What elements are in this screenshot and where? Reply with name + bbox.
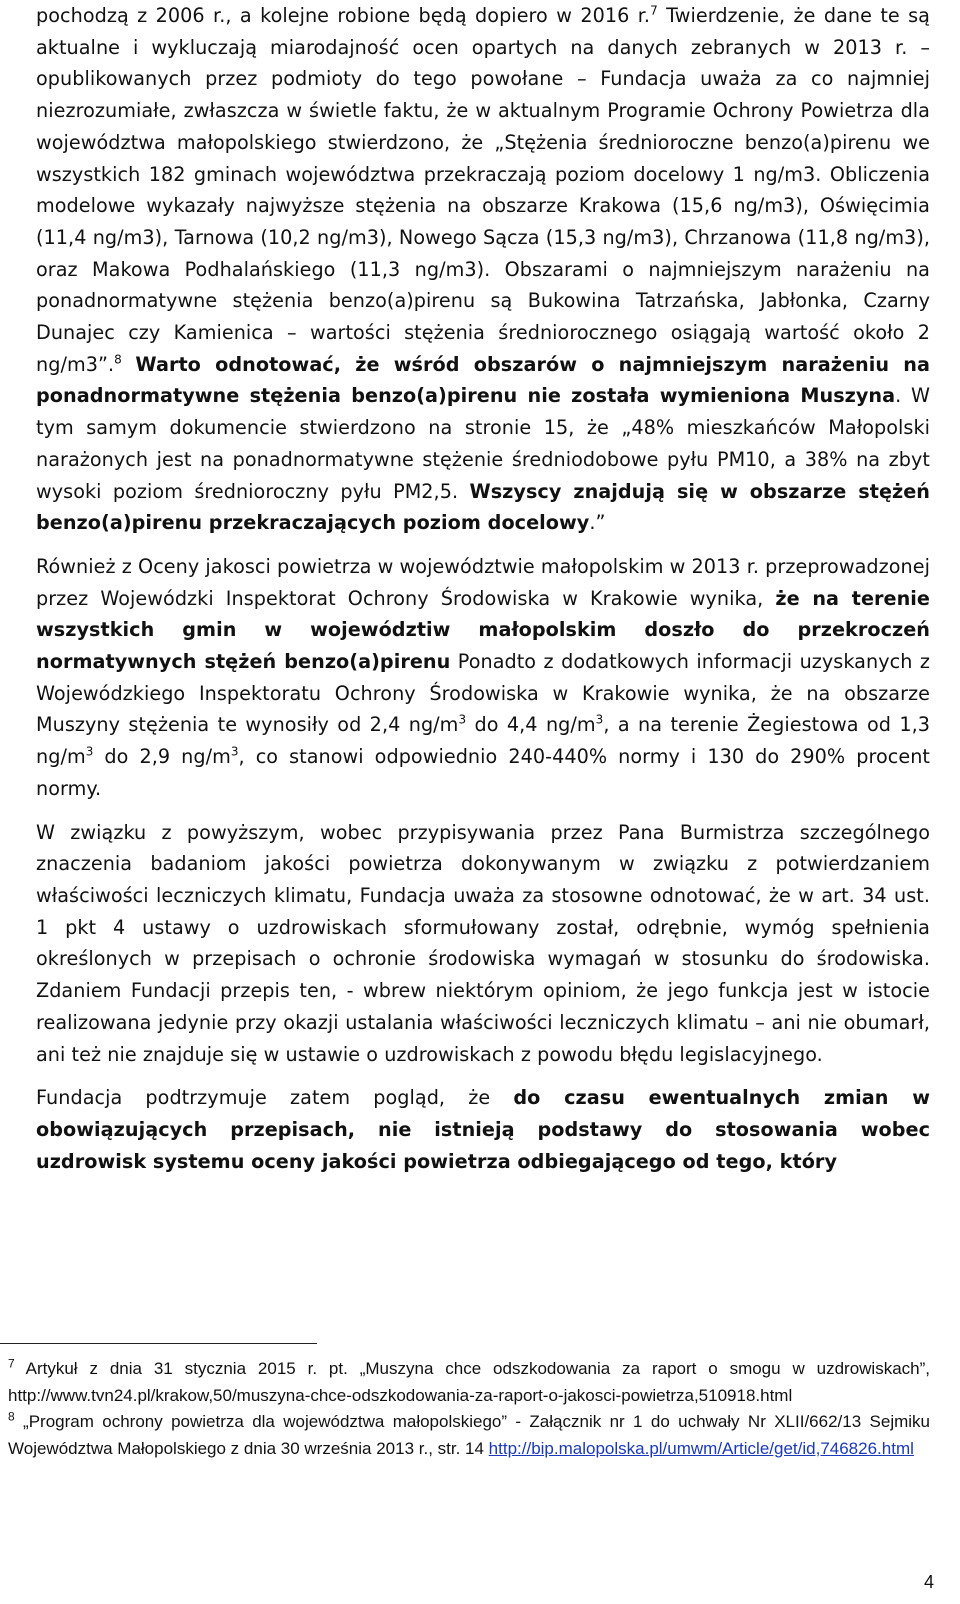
superscript: 3 [85, 744, 94, 759]
footnote-number: 7 [8, 1356, 15, 1371]
text-run: Twierdzenie, że dane te są aktualne i wykluczają miarodajność ocen opartych na danych zebranych w 2013 r. – opublikowanych przez podmioty do tego powołane – Fundacja uważa za co najmniej niezrozumiałe, zwłaszcza w świetle faktu, że w aktualnym Programie Ochrony Powietrza dla województwa małopolskiego stwierdzono, że „Stężenia średnioroczne benzo(a)pirenu we wszystkich 182 gminach województwa przekraczają poziom docelowy 1 ng/m3. Obliczenia modelowe wykazały najwyższe stężenia na obszarze Krakowa (15,6 ng/m3), Oświęcimia (11,4 ng/m3), Tarnowa (10,2 ng/m3), Nowego Sącza (15,3 ng/m3), Chrzanowa (11,8 ng/m3), oraz Makowa Podhalańskiego (11,3 ng/m3). Obszarami o najmniejszym narażeniu na ponadnormatywne stężenia benzo(a)pirenu są Bukowina Tatrzańska, Jabłonka, Czarny Dunajec czy Kamienica – wartości stężenia średniorocznego osiągają wartość około 2 ng/m3”. [36, 4, 930, 376]
paragraph-3: W związku z powyższym, wobec przypisywania przez Pana Burmistrza szczególnego znaczenia badaniom jakości powietrza dokonywanym w związku z potwierdzaniem właściwości leczniczych klimatu, Fundacja uważa za stosowne odnotować, że w art. 34 ust. 1 pkt 4 ustawy o uzdrowiskach sformułowany został, odrębnie, wymóg spełnienia określonych w przepisach o ochronie środowiska wymagań w stosunku do środowiska. Zdaniem Fundacji przepis ten, - wbrew niektórym opiniom, że jego funkcja jest w istocie realizowana jedynie przy okazji ustalania właściwości leczniczych klimatu – ani nie obumarł, ani też nie znajduje się w ustawie o uzdrowiskach z powodu błędu legislacyjnego. [36, 820, 930, 1066]
text-run: , a na terenie Żegiestowa od 1,3 ng/m [36, 713, 931, 769]
text-run: Fundacja podtrzymuje zatem pogląd, że [36, 1086, 514, 1110]
paragraph-1 [36, 0, 930, 539]
footnotes [8, 1356, 930, 1462]
bold-run: Wszyscy znajdują się w obszarze stężeń benzo(a)pirenu przekraczających poziom docelowy [36, 479, 930, 535]
footnote-separator [0, 1343, 317, 1344]
footnote-7 [8, 1356, 930, 1409]
paragraph-4 [36, 1082, 930, 1177]
text-run: Ponadto z dodatkowych informacji uzyskanych z Wojewódzkiego Inspektoratu Ochrony Środowiska w Krakowie wynika, że na obszarze Muszyny stężenia te wynosiły od 2,4 ng/m [36, 650, 930, 737]
bold-run: Warto odnotować, że wśród obszarów o najmniejszym narażeniu na ponadnormatywne stężenia benzo(a)pirenu nie została wymieniona Muszyna [36, 352, 930, 408]
text-run: do 4,4 ng/m [466, 713, 596, 737]
text-run: , co stanowi odpowiednio 240-440% normy i 130 do 290% procent normy. [36, 745, 931, 800]
footnote-text: Artykuł z dnia 31 stycznia 2015 r. pt. „Muszyna chce odszkodowania za raport o smogu w uzdrowiskach”, http://www.tvn24.pl/krakow,50/muszyna-chce-odszkodowania-za-raport-o-jakosci-powietrza,510918.html [8, 1359, 930, 1405]
paragraph-2 [36, 551, 930, 805]
text-run: . W tym samym dokumencie stwierdzono na stronie 15, że „48% mieszkańców Małopolski narażonych jest na ponadnormatywne stężenie średniodobowe pyłu PM10, a 38% na zbyt wysoki poziom średnioroczny pyłu PM2,5. [36, 384, 931, 503]
footnote-text: „Program ochrony powietrza dla województwa małopolskiego” - Załącznik nr 1 do uchwały Nr XLII/662/13 Sejmiku Województwa Małopolskiego z dnia 30 września 2013 r., str. 14 [8, 1412, 930, 1458]
page-number: 4 [923, 1572, 934, 1592]
superscript: 3 [458, 713, 467, 728]
text-run: Również z Oceny jakosci powietrza w województwie małopolskim w 2013 r. przeprowadzonej przez Wojewódzki Inspektorat Ochrony Środowiska w Krakowie wynika, [36, 554, 930, 610]
text-run: do 2,9 ng/m [93, 745, 231, 769]
footnote-8 [8, 1409, 930, 1462]
footnote-link[interactable]: http://bip.malopolska.pl/umwm/Article/get/id,746826.html [488, 1438, 914, 1458]
bold-run: do czasu ewentualnych zmian w obowiązujących przepisach, nie istnieją podstawy do stosowania wobec uzdrowisk systemu oceny jakości powietrza odbiegającego od tego, który [36, 1086, 930, 1173]
footnote-number: 8 [8, 1409, 15, 1424]
main-text [36, 0, 930, 1177]
superscript: 3 [595, 713, 604, 728]
text-run: pochodzą z 2006 r., a kolejne robione będą dopiero w 2016 r. [36, 4, 651, 27]
superscript: 3 [230, 744, 239, 759]
footnote-ref-8[interactable]: 8 [114, 352, 122, 367]
footnote-ref-7[interactable]: 7 [650, 3, 658, 18]
text-run: .” [589, 511, 606, 535]
bold-run: że na terenie wszystkich gmin w województiw małopolskim doszło do przekroczeń normatywnych stężeń benzo(a)pirenu [36, 586, 930, 674]
